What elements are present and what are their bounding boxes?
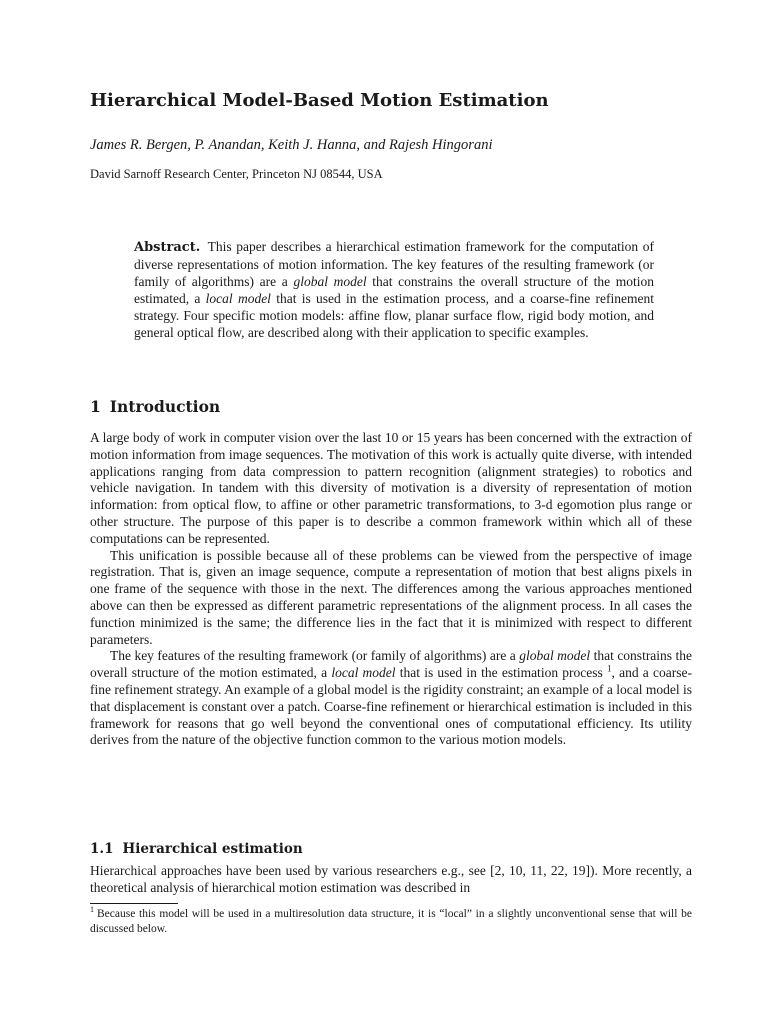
- paragraph: A large body of work in computer vision over the last 10 or 15 years has been concerned with the extraction of motion information from image sequences. The motivation of this work is actually quite diverse, with intended applications ranging from data compression to pattern recognition (alignment strategies) to robotics and vehicle navigation. In tandem with this diversity of motivation is a diversity of representation of motion information: from optical flow, to affine or other parametric transformations, to 3-d egomotion plus range or other structure. The purpose of this paper is to describe a common framework within which all of these computations can be represented.: [90, 430, 692, 546]
- subsection-heading-hierarchical-estimation: [90, 840, 303, 858]
- section-title: Introduction: [109, 397, 221, 416]
- footnote-text: Because this model will be used in a multiresolution data structure, it is “local” in a slightly unconventional sense that will be discussed below.: [90, 908, 692, 935]
- abstract: [134, 238, 654, 341]
- subsection-body: [90, 863, 692, 897]
- subsection-number: 1.1: [90, 841, 114, 857]
- footnote: [90, 907, 692, 937]
- abstract-emphasis: local model: [205, 291, 271, 306]
- paragraph-text: , and a coarse-fine refinement strategy. An example of a global model is the rigidity constraint; an example of a local model is that displacement is constant over a patch. Coarse-fine refinement or hierarchical estimation is included in this framework for reasons that go well beyond the conventional ones of computational efficiency. Its utility derives from the nature of the objective function common to the various motion models.: [90, 665, 692, 748]
- footnote-rule: [90, 903, 178, 904]
- footnote-mark: 1: [90, 905, 94, 915]
- section-heading-introduction: [90, 396, 220, 418]
- abstract-text: that is used in the estimation process, and a coarse-fine refinement strategy. Four specific motion models: affine flow, planar surface flow, rigid body motion, and general optical flow, are described along with their application to specific examples.: [134, 291, 654, 340]
- paragraph-text: that constrains the overall structure of the motion estimated, a: [90, 648, 693, 681]
- paragraph-text: The key features of the resulting framework (or family of algorithms) are a: [110, 648, 516, 664]
- subsection-title: Hierarchical estimation: [122, 841, 303, 857]
- abstract-emphasis: global model: [293, 274, 367, 289]
- paper-authors: James R. Bergen, P. Anandan, Keith J. Hanna, and Rajesh Hingorani: [90, 137, 493, 153]
- section-number: 1: [90, 397, 101, 416]
- abstract-label: Abstract.: [134, 240, 201, 255]
- paragraph: [90, 648, 692, 749]
- paper-title: Hierarchical Model-Based Motion Estimation: [90, 90, 549, 111]
- paragraph: Hierarchical approaches have been used by various researchers e.g., see [2, 10, 11, 22, 19]). More recently, a theoretical analysis of hierarchical motion estimation was described in: [90, 863, 692, 895]
- paragraph-emphasis: global model: [519, 648, 591, 664]
- paper-affiliation: David Sarnoff Research Center, Princeton NJ 08544, USA: [90, 167, 383, 181]
- paragraph-text: that is used in the estimation process: [399, 665, 603, 681]
- footnote-reference: 1: [607, 663, 612, 674]
- abstract-text: This paper describes a hierarchical estimation framework for the computation of diverse representations of motion information. The key features of the resulting framework (or family of algorithms) are a: [134, 239, 654, 289]
- paragraph: This unification is possible because all of these problems can be viewed from the perspective of image registration. That is, given an image sequence, compute a representation of motion that best aligns pixels in one frame of the sequence with those in the next. The differences among the various approaches mentioned above can then be expressed as different parametric representations of the alignment process. In all cases the function minimized is the same; the difference lies in the fact that it is minimized with respect to different parameters.: [90, 547, 692, 647]
- introduction-body: [90, 430, 692, 749]
- abstract-text: that constrains the overall structure of the motion estimated, a: [134, 274, 655, 306]
- paragraph-emphasis: local model: [331, 665, 396, 681]
